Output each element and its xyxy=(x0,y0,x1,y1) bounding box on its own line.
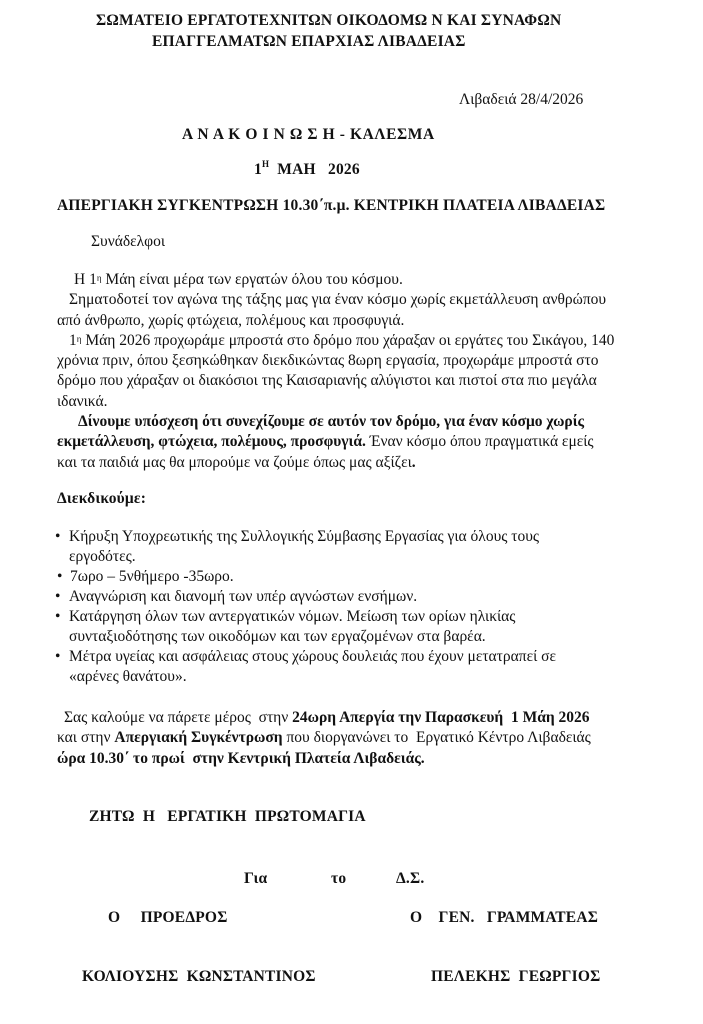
demand-line: «αρένες θανάτου». xyxy=(69,668,187,685)
union-name-line1: ΣΩΜΑΤΕΙΟ ΕΡΓΑΤΟΤΕΧΝΙΤΩΝ ΟΙΚΟΔΟΜΩ Ν ΚΑΙ ΣΥΝΑΦΩΝ xyxy=(96,12,562,29)
p1-sup: η xyxy=(96,273,102,283)
paragraph-2-line1: Σηματοδοτεί τον αγώνα της τάξης μας για έναν κόσμο χωρίς εκμετάλλευση ανθρώπου xyxy=(69,291,607,309)
bullet-icon: • xyxy=(55,648,61,665)
paragraph-1 xyxy=(57,270,687,290)
for-board-word2: το xyxy=(331,870,347,887)
demand-item xyxy=(55,587,685,607)
call-line2 xyxy=(57,728,687,748)
call-l2-bold: Απεργιακή Συγκέντρωση xyxy=(114,729,283,747)
paragraph-2-line2: από άνθρωπο, χωρίς φτώχεια, πολέμους και προσφυγιά. xyxy=(57,311,405,329)
call-l1-bold: 24ωρη Απεργία την Παρασκευή 1 Μάη 2026 xyxy=(292,709,590,726)
subtitle-sup: Η xyxy=(261,159,270,169)
demand-line: συνταξιοδότησης των οικοδόμων και των εργαζομένων στα βαρέα. xyxy=(69,628,486,645)
demands-heading: Διεκδικούμε: xyxy=(57,490,147,507)
bullet-icon: • xyxy=(55,588,61,605)
paragraph-4-line3 xyxy=(57,453,687,473)
secretary-name: ΠΕΛΕΚΗΣ ΓΕΩΡΓΙΟΣ xyxy=(431,968,601,985)
demand-line: εργοδότες. xyxy=(69,548,136,565)
p3-sup: η xyxy=(76,333,82,344)
president-title: Ο ΠΡΟΕΔΡΟΣ xyxy=(108,909,228,926)
call-to-action xyxy=(57,708,687,769)
for-board-word3: Δ.Σ. xyxy=(396,870,425,887)
document-title: Α Ν Α Κ Ο Ι Ν Ω Σ Η - ΚΑΛΕΣΜΑ xyxy=(182,126,435,143)
document-subtitle xyxy=(254,161,360,179)
call-line3: ώρα 10.30΄ το πρωί στην Κεντρική Πλατεία Λιβαδειάς. xyxy=(57,749,425,767)
paragraph-3-line1 xyxy=(57,331,687,351)
paragraph-4-line2 xyxy=(57,432,687,452)
p3-prefix: 1 xyxy=(69,331,77,349)
demand-item xyxy=(55,527,685,567)
call-l2-normal-b: που διοργανώνει το Εργατικό Κέντρο Λιβαδειάς xyxy=(282,729,591,747)
call-line1 xyxy=(57,708,687,728)
paragraph-3-line2: χρόνια πριν, όπου ξεσηκώθηκαν διεκδικώντας 8ωρη εργασία, προχωράμε μπροστά στο xyxy=(57,352,599,370)
demand-line: Μέτρα υγείας και ασφάλειας στους χώρους δουλειάς που έχουν μετατραπεί σε xyxy=(69,648,557,665)
subtitle-day: 1 xyxy=(254,161,262,178)
date-line: Λιβαδειά 28/4/2026 xyxy=(459,91,584,108)
p1-rest: Μάη είναι μέρα των εργατών όλου του κόσμου. xyxy=(101,271,403,288)
demand-line: 7ωρο – 5νθήμερο -35ωρο. xyxy=(70,568,234,585)
call-l1-normal: Σας καλούμε να πάρετε μέρος στην xyxy=(64,709,293,726)
p1-prefix: Η 1 xyxy=(74,271,97,288)
union-name-line2: ΕΠΑΓΓΕΛΜΑΤΩΝ ΕΠΑΡΧΙΑΣ ΛΙΒΑΔΕΙΑΣ xyxy=(152,33,466,50)
p3-line1-text: Μάη 2026 προχωράμε μπροστά στο δρόμο που χάραξαν οι εργάτες του Σικάγου, 140 xyxy=(81,331,615,349)
p4-line3-end: . xyxy=(411,453,416,471)
bullet-icon: • xyxy=(57,568,63,585)
subtitle-rest: ΜΑΗ 2026 xyxy=(269,161,360,178)
demand-item xyxy=(55,567,685,587)
p4-line3-text: και τα παιδιά μας θα μπορούμε να ζούμε όπως μας αξίζει xyxy=(57,453,412,471)
call-l2-normal-a: και στην xyxy=(57,729,115,747)
president-name: ΚΟΛΙΟΥΣΗΣ ΚΩΝΣΤΑΝΤΙΝΟΣ xyxy=(82,968,316,985)
paragraph-3-line3: δρόμο που χάραξαν οι διακόσιοι της Καισαριανής αλύγιστοι και πιστοί στα πιο μεγάλα xyxy=(57,372,597,390)
demand-item xyxy=(55,607,685,647)
demands-list xyxy=(55,527,685,687)
for-board-word1: Για xyxy=(244,870,268,887)
bullet-icon: • xyxy=(55,528,61,545)
demand-line: Κήρυξη Υποχρεωτικής της Συλλογικής Σύμβασης Εργασίας για όλους τους xyxy=(69,528,540,545)
bullet-icon: • xyxy=(55,608,61,625)
greeting: Συνάδελφοι xyxy=(91,233,166,250)
paragraph-4-line1: Δίνουμε υπόσχεση ότι συνεχίζουμε σε αυτόν τον δρόμο, για έναν κόσμο χωρίς xyxy=(78,413,585,431)
event-heading: ΑΠΕΡΓΙΑΚΗ ΣΥΓΚΕΝΤΡΩΣΗ 10.30΄π.μ. ΚΕΝΤΡΙΚΗ ΠΛΑΤΕΙΑ ΛΙΒΑΔΕΙΑΣ xyxy=(57,197,606,214)
slogan: ΖΗΤΩ Η ΕΡΓΑΤΙΚΗ ΠΡΩΤΟΜΑΓΙΑ xyxy=(89,808,366,825)
demand-line: Αναγνώριση και διανομή των υπέρ αγνώστων ενσήμων. xyxy=(69,588,418,605)
secretary-title: Ο ΓΕΝ. ΓΡΑΜΜΑΤΕΑΣ xyxy=(410,909,599,926)
p4-bold-part: εκμετάλλευση, φτώχεια, πολέμους, προσφυγιά. xyxy=(57,433,366,451)
demand-item xyxy=(55,647,685,687)
demand-line: Κατάργηση όλων των αντεργατικών νόμων. Μείωση των ορίων ηλικίας xyxy=(69,608,516,625)
p4-normal-part: Έναν κόσμο όπου πραγματικά εμείς xyxy=(365,433,594,451)
body-paragraphs xyxy=(57,270,687,473)
paragraph-3-line4: ιδανικά. xyxy=(57,392,108,410)
